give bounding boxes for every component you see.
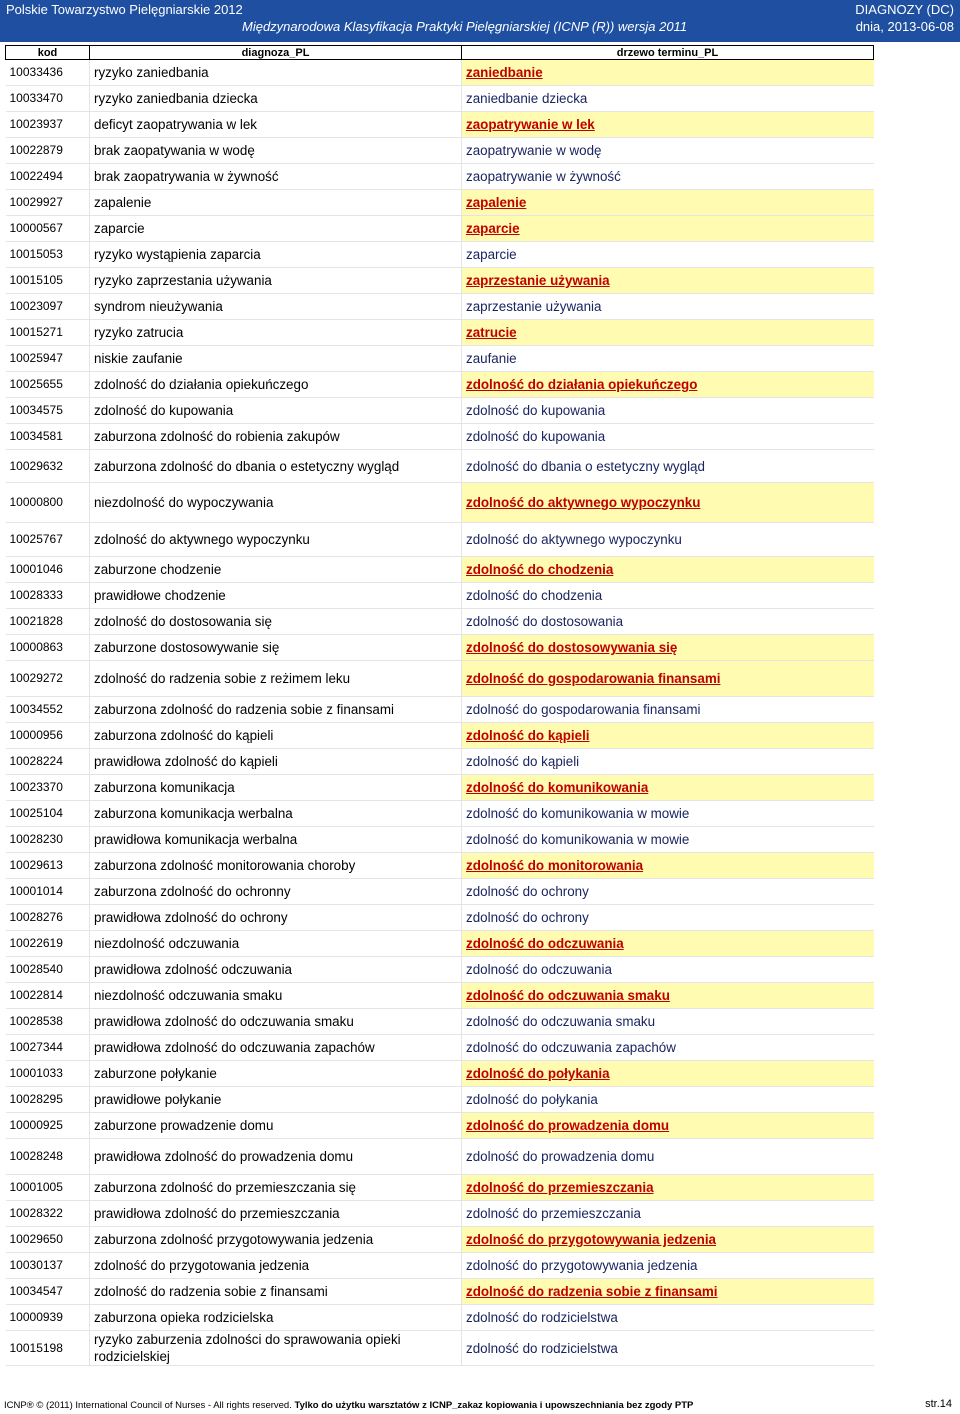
row-diagnoza: zdolność do przygotowania jedzenia <box>90 1253 462 1279</box>
row-drzewo <box>462 424 874 450</box>
row-kod: 10022619 <box>6 931 90 957</box>
table-row <box>6 346 874 372</box>
row-diagnoza: zaburzone dostosowywanie się <box>90 635 462 661</box>
row-kod: 10034552 <box>6 697 90 723</box>
table-row <box>6 1035 874 1061</box>
tree-term: zdolność do prowadzenia domu <box>466 1149 655 1164</box>
row-drzewo[interactable] <box>462 1175 874 1201</box>
tree-term: zdolność do kupowania <box>466 429 606 444</box>
table-row <box>6 60 874 86</box>
tree-term-link[interactable]: zdolność do przemieszczania <box>466 1180 654 1195</box>
row-diagnoza: niezdolność odczuwania smaku <box>90 983 462 1009</box>
row-drzewo[interactable] <box>462 320 874 346</box>
table-row <box>6 372 874 398</box>
table-row <box>6 583 874 609</box>
row-diagnoza: zaburzona zdolność do radzenia sobie z finansami <box>90 697 462 723</box>
row-diagnoza: zaburzona komunikacja <box>90 775 462 801</box>
row-kod: 10033436 <box>6 60 90 86</box>
tree-term-link[interactable]: zdolność do połykania <box>466 1066 610 1081</box>
table-row <box>6 86 874 112</box>
tree-term-link[interactable]: zdolność do odczuwania <box>466 936 624 951</box>
row-drzewo[interactable] <box>462 372 874 398</box>
row-kod: 10015198 <box>6 1331 90 1366</box>
row-kod: 10028276 <box>6 905 90 931</box>
table-row <box>6 983 874 1009</box>
row-kod: 10025947 <box>6 346 90 372</box>
header-org: Polskie Towarzystwo Pielęgniarskie 2012 <box>6 2 243 17</box>
table-row <box>6 450 874 483</box>
row-diagnoza: prawidłowe chodzenie <box>90 583 462 609</box>
tree-term: zdolność do odczuwania smaku <box>466 1014 656 1029</box>
table-row <box>6 164 874 190</box>
table-row <box>6 216 874 242</box>
row-drzewo[interactable] <box>462 853 874 879</box>
row-kod: 10021828 <box>6 609 90 635</box>
footer-notice: Tylko do użytku warsztatów z ICNP_zakaz kopiowania i upowszechniania bez zgody PTP <box>294 1400 694 1411</box>
row-drzewo <box>462 1087 874 1113</box>
row-drzewo <box>462 749 874 775</box>
column-header-diagnoza: diagnoza_PL <box>90 46 462 60</box>
table-row <box>6 853 874 879</box>
table-row <box>6 294 874 320</box>
row-kod: 10022814 <box>6 983 90 1009</box>
tree-term: zaufanie <box>466 351 517 366</box>
row-kod: 10029272 <box>6 661 90 697</box>
row-kod: 10000800 <box>6 483 90 523</box>
row-diagnoza: brak zaopatywania w wodę <box>90 138 462 164</box>
row-drzewo <box>462 242 874 268</box>
row-drzewo[interactable] <box>462 775 874 801</box>
table-row <box>6 635 874 661</box>
row-diagnoza: prawidłowa zdolność do odczuwania zapachów <box>90 1035 462 1061</box>
row-kod: 10000925 <box>6 1113 90 1139</box>
tree-term: zaniedbanie dziecka <box>466 91 588 106</box>
row-diagnoza: zaburzona zdolność do robienia zakupów <box>90 424 462 450</box>
row-drzewo <box>462 583 874 609</box>
tree-term: zdolność do komunikowania w mowie <box>466 806 690 821</box>
row-kod: 10022494 <box>6 164 90 190</box>
table-row <box>6 138 874 164</box>
row-diagnoza: zaburzona zdolność do przemieszczania się <box>90 1175 462 1201</box>
table-body <box>6 60 874 1366</box>
tree-term: zdolność do chodzenia <box>466 588 603 603</box>
row-kod: 10030137 <box>6 1253 90 1279</box>
table-row <box>6 1009 874 1035</box>
row-diagnoza: prawidłowa zdolność do odczuwania smaku <box>90 1009 462 1035</box>
row-diagnoza: prawidłowa zdolność odczuwania <box>90 957 462 983</box>
row-drzewo <box>462 905 874 931</box>
tree-term-link[interactable]: zdolność do kąpieli <box>466 728 590 743</box>
page-number: str.14 <box>925 1398 952 1410</box>
table-row <box>6 242 874 268</box>
footer-copyright: ICNP® © (2011) International Council of Nurses - All rights reserved. <box>4 1400 292 1411</box>
row-kod: 10034547 <box>6 1279 90 1305</box>
row-kod: 10022879 <box>6 138 90 164</box>
row-diagnoza: syndrom nieużywania <box>90 294 462 320</box>
tree-term: zdolność do przemieszczania <box>466 1206 641 1221</box>
row-kod: 10001033 <box>6 1061 90 1087</box>
row-drzewo <box>462 164 874 190</box>
table-row <box>6 1087 874 1113</box>
row-diagnoza: zapalenie <box>90 190 462 216</box>
table-row <box>6 483 874 523</box>
row-drzewo <box>462 346 874 372</box>
table-row <box>6 723 874 749</box>
row-drzewo[interactable] <box>462 483 874 523</box>
tree-term: zdolność do przygotowywania jedzenia <box>466 1258 698 1273</box>
row-kod: 10023937 <box>6 112 90 138</box>
row-diagnoza: prawidłowa zdolność do kąpieli <box>90 749 462 775</box>
row-kod: 10001046 <box>6 557 90 583</box>
page-header <box>0 0 960 42</box>
table-row <box>6 609 874 635</box>
row-drzewo[interactable] <box>462 1061 874 1087</box>
row-diagnoza: prawidłowe połykanie <box>90 1087 462 1113</box>
table-header-row <box>6 46 874 60</box>
tree-term-link[interactable]: zdolność do aktywnego wypoczynku <box>466 495 701 510</box>
table-row <box>6 424 874 450</box>
tree-term: zaparcie <box>466 247 517 262</box>
table-row <box>6 557 874 583</box>
tree-term-link[interactable]: zaprzestanie używania <box>466 273 610 288</box>
row-drzewo <box>462 697 874 723</box>
row-kod: 10023370 <box>6 775 90 801</box>
row-kod: 10000956 <box>6 723 90 749</box>
table-row <box>6 879 874 905</box>
tree-term-link[interactable]: zdolność do przygotowywania jedzenia <box>466 1232 716 1247</box>
row-drzewo <box>462 294 874 320</box>
row-drzewo <box>462 1201 874 1227</box>
row-drzewo <box>462 827 874 853</box>
row-drzewo[interactable] <box>462 983 874 1009</box>
row-diagnoza: zaburzona komunikacja werbalna <box>90 801 462 827</box>
table-row <box>6 931 874 957</box>
row-diagnoza: zaburzone chodzenie <box>90 557 462 583</box>
page-footer <box>4 1400 954 1411</box>
row-drzewo <box>462 1253 874 1279</box>
row-diagnoza: brak zaopatrywania w żywność <box>90 164 462 190</box>
row-diagnoza: ryzyko zatrucia <box>90 320 462 346</box>
tree-term: zaprzestanie używania <box>466 299 602 314</box>
tree-term-link[interactable]: zdolność do chodzenia <box>466 562 614 577</box>
table-row <box>6 697 874 723</box>
row-diagnoza: niezdolność do wypoczywania <box>90 483 462 523</box>
table-row <box>6 957 874 983</box>
table-row <box>6 661 874 697</box>
table-row <box>6 1061 874 1087</box>
table-row <box>6 190 874 216</box>
row-kod: 10027344 <box>6 1035 90 1061</box>
table-row <box>6 1201 874 1227</box>
row-diagnoza: ryzyko zaprzestania używania <box>90 268 462 294</box>
row-diagnoza: zaburzona opieka rodzicielska <box>90 1305 462 1331</box>
row-kod: 10028230 <box>6 827 90 853</box>
row-drzewo[interactable] <box>462 268 874 294</box>
table-row <box>6 320 874 346</box>
tree-term: zdolność do gospodarowania finansami <box>466 702 701 717</box>
row-kod: 10029613 <box>6 853 90 879</box>
tree-term: zdolność do połykania <box>466 1092 598 1107</box>
table-row <box>6 112 874 138</box>
row-drzewo[interactable] <box>462 1279 874 1305</box>
row-kod: 10034581 <box>6 424 90 450</box>
diagnoses-table <box>5 45 874 1366</box>
tree-term-link[interactable]: zaniedbanie <box>466 65 543 80</box>
row-drzewo <box>462 1305 874 1331</box>
tree-term: zdolność do komunikowania w mowie <box>466 832 690 847</box>
row-diagnoza: deficyt zaopatrywania w lek <box>90 112 462 138</box>
row-diagnoza: niezdolność odczuwania <box>90 931 462 957</box>
table-row <box>6 749 874 775</box>
column-header-kod: kod <box>6 46 90 60</box>
row-drzewo <box>462 1331 874 1366</box>
row-kod: 10033470 <box>6 86 90 112</box>
row-kod: 10025655 <box>6 372 90 398</box>
row-drzewo <box>462 957 874 983</box>
row-kod: 10000863 <box>6 635 90 661</box>
row-kod: 10015271 <box>6 320 90 346</box>
table-row <box>6 268 874 294</box>
tree-term: zdolność do rodzicielstwa <box>466 1340 618 1356</box>
row-drzewo <box>462 879 874 905</box>
row-drzewo <box>462 138 874 164</box>
tree-term: zdolność do ochrony <box>466 910 589 925</box>
tree-term-link[interactable]: zdolność do prowadzenia domu <box>466 1118 670 1133</box>
row-kod: 10028538 <box>6 1009 90 1035</box>
row-kod: 10025104 <box>6 801 90 827</box>
row-kod: 10028224 <box>6 749 90 775</box>
header-subtitle: Międzynarodowa Klasyfikacja Praktyki Pielęgniarskiej (ICNP (R)) wersja 2011 <box>242 19 688 34</box>
row-kod: 10000939 <box>6 1305 90 1331</box>
row-drzewo[interactable] <box>462 190 874 216</box>
row-diagnoza: zdolność do radzenia sobie z reżimem leku <box>90 661 462 697</box>
row-kod: 10028322 <box>6 1201 90 1227</box>
tree-term: zdolność do dostosowania <box>466 614 624 629</box>
row-kod: 10028333 <box>6 583 90 609</box>
row-diagnoza: zdolność do działania opiekuńczego <box>90 372 462 398</box>
tree-term: zdolność do aktywnego wypoczynku <box>466 532 682 547</box>
table-row <box>6 523 874 557</box>
row-diagnoza: ryzyko zaburzenia zdolności do sprawowania opieki rodzicielskiej <box>90 1331 462 1366</box>
row-diagnoza: zaburzona zdolność do ochronny <box>90 879 462 905</box>
tree-term-link[interactable]: zdolność do monitorowania <box>466 858 644 873</box>
tree-term-link[interactable]: zaopatrywanie w lek <box>466 117 595 132</box>
tree-term-link[interactable]: zatrucie <box>466 325 517 340</box>
tree-term-link[interactable]: zaparcie <box>466 221 520 236</box>
row-kod: 10028295 <box>6 1087 90 1113</box>
tree-term: zdolność do odczuwania zapachów <box>466 1040 676 1055</box>
tree-term-link[interactable]: zdolność do gospodarowania finansami <box>466 671 721 686</box>
row-drzewo[interactable] <box>462 557 874 583</box>
tree-term: zdolność do kąpieli <box>466 754 580 769</box>
row-drzewo[interactable] <box>462 661 874 697</box>
row-diagnoza: zdolność do kupowania <box>90 398 462 424</box>
row-drzewo[interactable] <box>462 60 874 86</box>
row-diagnoza: zaburzona zdolność monitorowania choroby <box>90 853 462 879</box>
table-row <box>6 775 874 801</box>
table-row <box>6 1227 874 1253</box>
row-diagnoza: zdolność do aktywnego wypoczynku <box>90 523 462 557</box>
row-drzewo[interactable] <box>462 1227 874 1253</box>
row-drzewo <box>462 1139 874 1175</box>
row-diagnoza: zaburzona zdolność do kąpieli <box>90 723 462 749</box>
row-drzewo <box>462 86 874 112</box>
row-drzewo <box>462 450 874 483</box>
tree-term: zdolność do ochrony <box>466 884 589 899</box>
tree-term-link[interactable]: zapalenie <box>466 195 527 210</box>
table-row <box>6 905 874 931</box>
table-row <box>6 1113 874 1139</box>
row-kod: 10001005 <box>6 1175 90 1201</box>
row-drzewo[interactable] <box>462 931 874 957</box>
row-diagnoza: ryzyko wystąpienia zaparcia <box>90 242 462 268</box>
row-diagnoza: ryzyko zaniedbania dziecka <box>90 86 462 112</box>
row-diagnoza: zaburzone połykanie <box>90 1061 462 1087</box>
tree-term: zaopatrywanie w żywność <box>466 169 621 184</box>
table-row <box>6 1305 874 1331</box>
row-drzewo <box>462 523 874 557</box>
row-drzewo[interactable] <box>462 1113 874 1139</box>
tree-term-link[interactable]: zdolność do radzenia sobie z finansami <box>466 1284 718 1299</box>
row-diagnoza: zaburzona zdolność przygotowywania jedzenia <box>90 1227 462 1253</box>
row-kod: 10001014 <box>6 879 90 905</box>
row-diagnoza: prawidłowa zdolność do ochrony <box>90 905 462 931</box>
row-diagnoza: prawidłowa komunikacja werbalna <box>90 827 462 853</box>
tree-term-link[interactable]: zdolność do dostosowywania się <box>466 640 678 655</box>
row-drzewo <box>462 1035 874 1061</box>
row-drzewo <box>462 1009 874 1035</box>
row-drzewo[interactable] <box>462 216 874 242</box>
row-diagnoza: zdolność do dostosowania się <box>90 609 462 635</box>
row-diagnoza: zaparcie <box>90 216 462 242</box>
row-kod: 10015053 <box>6 242 90 268</box>
row-kod: 10028540 <box>6 957 90 983</box>
row-drzewo[interactable] <box>462 112 874 138</box>
column-header-drzewo: drzewo terminu_PL <box>462 46 874 60</box>
table-row <box>6 1331 874 1366</box>
tree-term-link[interactable]: zdolność do działania opiekuńczego <box>466 377 698 392</box>
row-kod: 10034575 <box>6 398 90 424</box>
row-diagnoza: prawidłowa zdolność do prowadzenia domu <box>90 1139 462 1175</box>
table-row <box>6 1175 874 1201</box>
row-kod: 10028248 <box>6 1139 90 1175</box>
table-row <box>6 801 874 827</box>
table-row <box>6 1279 874 1305</box>
table-row <box>6 1253 874 1279</box>
row-drzewo <box>462 398 874 424</box>
table-row <box>6 1139 874 1175</box>
row-kod: 10025767 <box>6 523 90 557</box>
row-kod: 10029650 <box>6 1227 90 1253</box>
table-row <box>6 398 874 424</box>
table-row <box>6 827 874 853</box>
row-drzewo[interactable] <box>462 723 874 749</box>
header-date: dnia, 2013-06-08 <box>855 19 954 34</box>
tree-term: zdolność do odczuwania <box>466 962 612 977</box>
row-diagnoza: zdolność do radzenia sobie z finansami <box>90 1279 462 1305</box>
tree-term-link[interactable]: zdolność do odczuwania smaku <box>466 988 670 1003</box>
row-kod: 10029927 <box>6 190 90 216</box>
row-diagnoza: zaburzone prowadzenie domu <box>90 1113 462 1139</box>
tree-term: zdolność do rodzicielstwa <box>466 1310 618 1325</box>
row-kod: 10023097 <box>6 294 90 320</box>
row-diagnoza: ryzyko zaniedbania <box>90 60 462 86</box>
row-drzewo <box>462 609 874 635</box>
row-kod: 10000567 <box>6 216 90 242</box>
row-drzewo <box>462 801 874 827</box>
row-drzewo[interactable] <box>462 635 874 661</box>
row-kod: 10015105 <box>6 268 90 294</box>
header-section: DIAGNOZY (DC) <box>855 2 954 17</box>
row-diagnoza: zaburzona zdolność do dbania o estetyczny wygląd <box>90 450 462 483</box>
row-diagnoza: niskie zaufanie <box>90 346 462 372</box>
tree-term: zdolność do dbania o estetyczny wygląd <box>466 458 705 474</box>
row-diagnoza: prawidłowa zdolność do przemieszczania <box>90 1201 462 1227</box>
tree-term: zdolność do kupowania <box>466 403 606 418</box>
tree-term: zaopatrywanie w wodę <box>466 143 602 158</box>
tree-term-link[interactable]: zdolność do komunikowania <box>466 780 649 795</box>
row-kod: 10029632 <box>6 450 90 483</box>
